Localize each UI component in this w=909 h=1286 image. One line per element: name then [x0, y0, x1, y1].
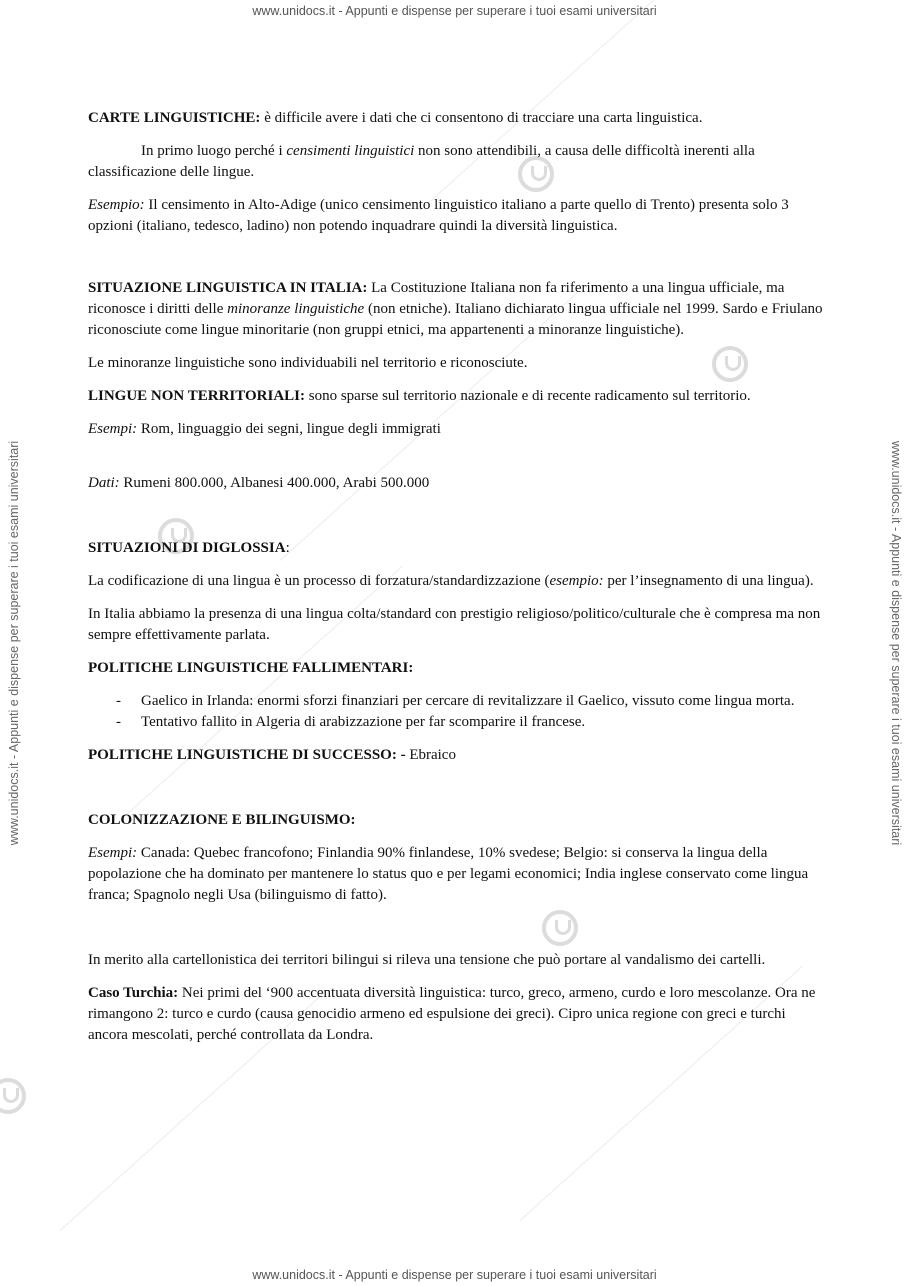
watermark-bottom-band: www.unidocs.it - Appunti e dispense per superare i tuoi esami universitari [252, 1268, 657, 1282]
italia-text-b: (non etniche). Italiano dichiarato lingua ufficiale nel 1999. Sardo e Friulano riconosciute come lingue minoritarie (non gruppi etnici, ma appartenenti a minoranze linguistiche). [88, 301, 823, 338]
non-territoriali-text: sono sparse sul territorio nazionale e di recente radicamento sul territorio. [305, 388, 751, 404]
successo-heading: POLITICHE LINGUISTICHE DI SUCCESSO: - [88, 747, 406, 763]
turchia-paragraph [88, 983, 823, 1046]
list-item: - Gaelico in Irlanda: enormi sforzi finanziari per cercare di revitalizzare il Gaelico, vissuto come lingua morta. [88, 691, 823, 712]
carte-p2-em: censimenti linguistici [286, 143, 415, 159]
watermark-top-band: www.unidocs.it - Appunti e dispense per superare i tuoi esami universitari [252, 4, 657, 18]
dati-paragraph [88, 473, 823, 494]
watermark-right-text: www.unidocs.it - Appunti e dispense per superare i tuoi esami universitari [889, 440, 903, 846]
diglossia-heading-line [88, 538, 823, 559]
carte-example-label: Esempio: [88, 197, 145, 213]
diglossia-p1-a: La codificazione di una lingua è un processo di forzatura/standardizzazione ( [88, 573, 550, 589]
carte-text: è difficile avere i dati che ci consentono di tracciare una carta linguistica. [260, 110, 703, 126]
non-territoriali-paragraph [88, 386, 823, 407]
diglossia-p1-b: per l’insegnamento di una lingua). [603, 573, 814, 589]
watermark-left-text: www.unidocs.it - Appunti e dispense per superare i tuoi esami universitari [7, 440, 21, 846]
colonizzazione-example [88, 843, 823, 906]
dati-label: Dati: [88, 475, 120, 491]
colonizzazione-example-label: Esempi: [88, 845, 138, 861]
carte-p2-a: In primo luogo perché i [141, 143, 287, 159]
document-body [88, 108, 823, 1046]
non-territoriali-example [88, 419, 823, 440]
diglossia-colon: : [285, 540, 290, 556]
watermark-logo-icon [0, 1078, 26, 1114]
dati-text: Rumeni 800.000, Albanesi 400.000, Arabi 500.000 [119, 475, 430, 491]
diglossia-paragraph-1 [88, 571, 823, 592]
fallimentari-list [88, 691, 823, 733]
turchia-text: Nei primi del ‘900 accentuata diversità linguistica: turco, greco, armeno, curdo e loro mescolanze. Ora ne rimangono 2: turco e curdo (causa genocidio armeno ed espulsione dei greci). Cipro unica regione con greci e turchi ancora mescolati, perché controllata da Londra. [88, 985, 816, 1043]
colonizzazione-example-text: Canada: Quebec francofono; Finlandia 90% finlandese, 10% svedese; Belgio: si conserva la lingua della popolazione che ha dominato per mantenere lo status quo e per legami economici; India inglese conservato come lingua franca; Spagnolo negli Usa (bilinguismo di fatto). [88, 845, 809, 903]
italia-heading: SITUAZIONE LINGUISTICA IN ITALIA: [88, 280, 368, 296]
diglossia-p1-em: esempio: [549, 573, 604, 589]
colonizzazione-heading-line [88, 810, 823, 831]
list-item: - Tentativo fallito in Algeria di arabizzazione per far scomparire il francese. [88, 712, 823, 733]
italia-paragraph [88, 278, 823, 341]
non-territoriali-example-label: Esempi: [88, 421, 138, 437]
italia-text-em: minoranze linguistiche [227, 301, 365, 317]
non-territoriali-example-text: Rom, linguaggio dei segni, lingue degli immigrati [137, 421, 441, 437]
italia-text-a: La Costituzione Italiana non fa riferimento a una lingua ufficiale, ma riconosce i diritti delle [88, 280, 785, 317]
carte-p2-b: non sono attendibili, a causa delle difficoltà inerenti alla classificazione delle lingue. [88, 143, 755, 180]
turchia-heading: Caso Turchia: [88, 985, 179, 1001]
fallimentari-heading: POLITICHE LINGUISTICHE FALLIMENTARI: [88, 660, 414, 676]
colonizzazione-heading: COLONIZZAZIONE E BILINGUISMO: [88, 812, 356, 828]
carte-heading: CARTE LINGUISTICHE: [88, 110, 261, 126]
fallimentari-heading-line [88, 658, 823, 679]
successo-text: Ebraico [405, 747, 456, 763]
colonizzazione-paragraph-2: In merito alla cartellonistica dei territori bilingui si rileva una tensione che può portare al vandalismo dei cartelli. [88, 952, 766, 968]
italia-paragraph-2: Le minoranze linguistiche sono individuabili nel territorio e riconosciute. [88, 355, 528, 371]
diglossia-paragraph-2: In Italia abbiamo la presenza di una lingua colta/standard con prestigio religioso/politico/culturale che è compresa ma non sempre effettivamente parlata. [88, 606, 821, 643]
non-territoriali-heading: LINGUE NON TERRITORIALI: [88, 388, 305, 404]
carte-paragraph [88, 108, 823, 129]
carte-paragraph-2 [88, 141, 823, 183]
successo-paragraph [88, 745, 823, 766]
carte-example [88, 195, 823, 237]
carte-example-text: Il censimento in Alto-Adige (unico censimento linguistico italiano a parte quello di Trento) presenta solo 3 opzioni (italiano, tedesco, ladino) non potendo inquadrare quindi la diversità linguistica. [88, 197, 789, 234]
diglossia-heading: SITUAZIONI DI DIGLOSSIA [88, 540, 286, 556]
